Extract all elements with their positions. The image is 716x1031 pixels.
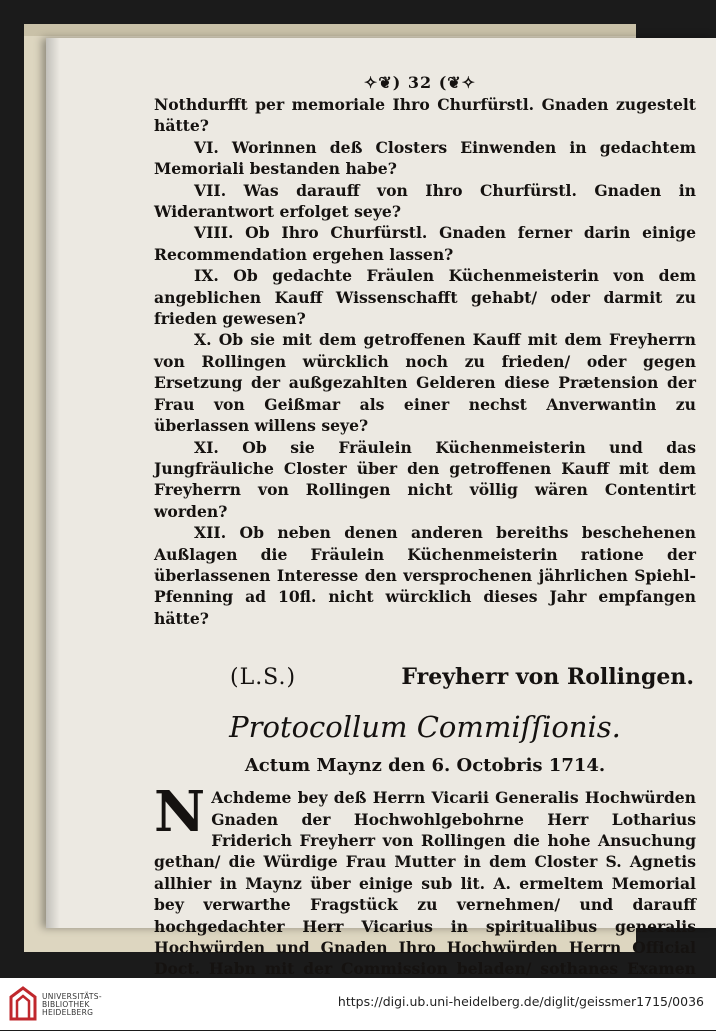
paragraph-x: X. Ob sie mit dem getroffenen Kauff mit dem Freyherrn von Rollingen würcklich noch zu frieden/ oder gegen Ersetzung der außgezahlten Gelderen diese Prætension der Frau von Geißmar als einer nechst Anverwantin zu überlassen willens seye? (154, 330, 696, 436)
library-logo-icon (8, 985, 38, 1021)
section-heading: Protocollum Commiſſionis. (229, 710, 621, 745)
paragraph-viii: VIII. Ob Ihro Churfürstl. Gnaden ferner darin einige Recommendation ergehen lassen? (154, 223, 696, 264)
library-name-line-3: HEIDELBERG (42, 1008, 94, 1018)
actum-date-line: Actum Maynz den 6. Octobris 1714. (244, 755, 606, 777)
page-text (154, 72, 696, 1031)
signatory-name: Freyherr von Rollingen. (401, 664, 694, 691)
seal-mark: (L.S.) (230, 665, 297, 691)
paragraph-ix: IX. Ob gedachte Fräulen Küchenmeisterin von dem angeblichen Kauff Wissenschafft gehabt/ oder darmit zu frieden gewesen? (154, 266, 696, 329)
logo-inner (17, 996, 29, 1019)
protocol-paragraph: Achdeme bey deß Herrn Vicarii Generalis Hochwürden Gnaden der Hochwohlgebohrne Herr Lotharius Friderich Freyherr von Rollingen die hohe Ansuchung gethan/ die Würdige Frau Mutter in dem Closter S. Agnetis allhier in Maynz über einige sub lit. A. ermeltem Memorial bey verwarthe Fragstück zu vernehmen/ und darauff hochgedachter Herr Vicarius in spiritualibus generalis Hochwürden und Gnaden Ihro Hochwürden Herrn Official Doct. Habn mit der Commission beladen/ sothanes Examen (154, 788, 696, 979)
library-name-line-2: BIBLIOTHEK (42, 1000, 90, 1010)
library-name (42, 993, 102, 1018)
logo-frame (11, 988, 35, 1019)
paragraph-vi: VI. Worinnen deß Closters Einwenden in gedachtem Memoriali bestanden habe? (154, 137, 696, 179)
drop-cap: N (154, 779, 206, 846)
paragraph-vii: VII. Was darauff von Ihro Churfürstl. Gnaden in Widerantwort erfolget seye? (154, 180, 696, 222)
paragraph-xii: XII. Ob neben denen anderen bereiths beschehenen Außlagen die Fräulein Küchenmeisterin ratione der überlassenen Interesse den versprochenen jährlichen Spiehl-Pfenning ad 10fl. nicht würcklich dieses Jahr empfangen hätte? (154, 523, 696, 628)
board-edge (24, 24, 636, 36)
viewer-footer (0, 978, 716, 1030)
protocol-body (154, 779, 696, 1001)
library-name-line-1: UNIVERSITÄTS- (42, 992, 102, 1001)
signature-line (154, 663, 696, 693)
paragraph-intro: Nothdurfft per memoriale Ihro Churfürstl. Gnaden zugestelt hätte? (154, 95, 696, 136)
page-number: ✧❦) 32 (❦✧ (363, 73, 477, 92)
paragraph-xi: XI. Ob sie Fräulein Küchenmeisterin und das Jungfräuliche Closter über den getroffenen Kauff mit dem Freyherrn von Rollingen nicht völlig wären Contentirt worden? (154, 437, 696, 521)
permalink-url[interactable]: https://digi.ub.uni-heidelberg.de/diglit/geissmer1715/0036 (337, 994, 704, 1009)
